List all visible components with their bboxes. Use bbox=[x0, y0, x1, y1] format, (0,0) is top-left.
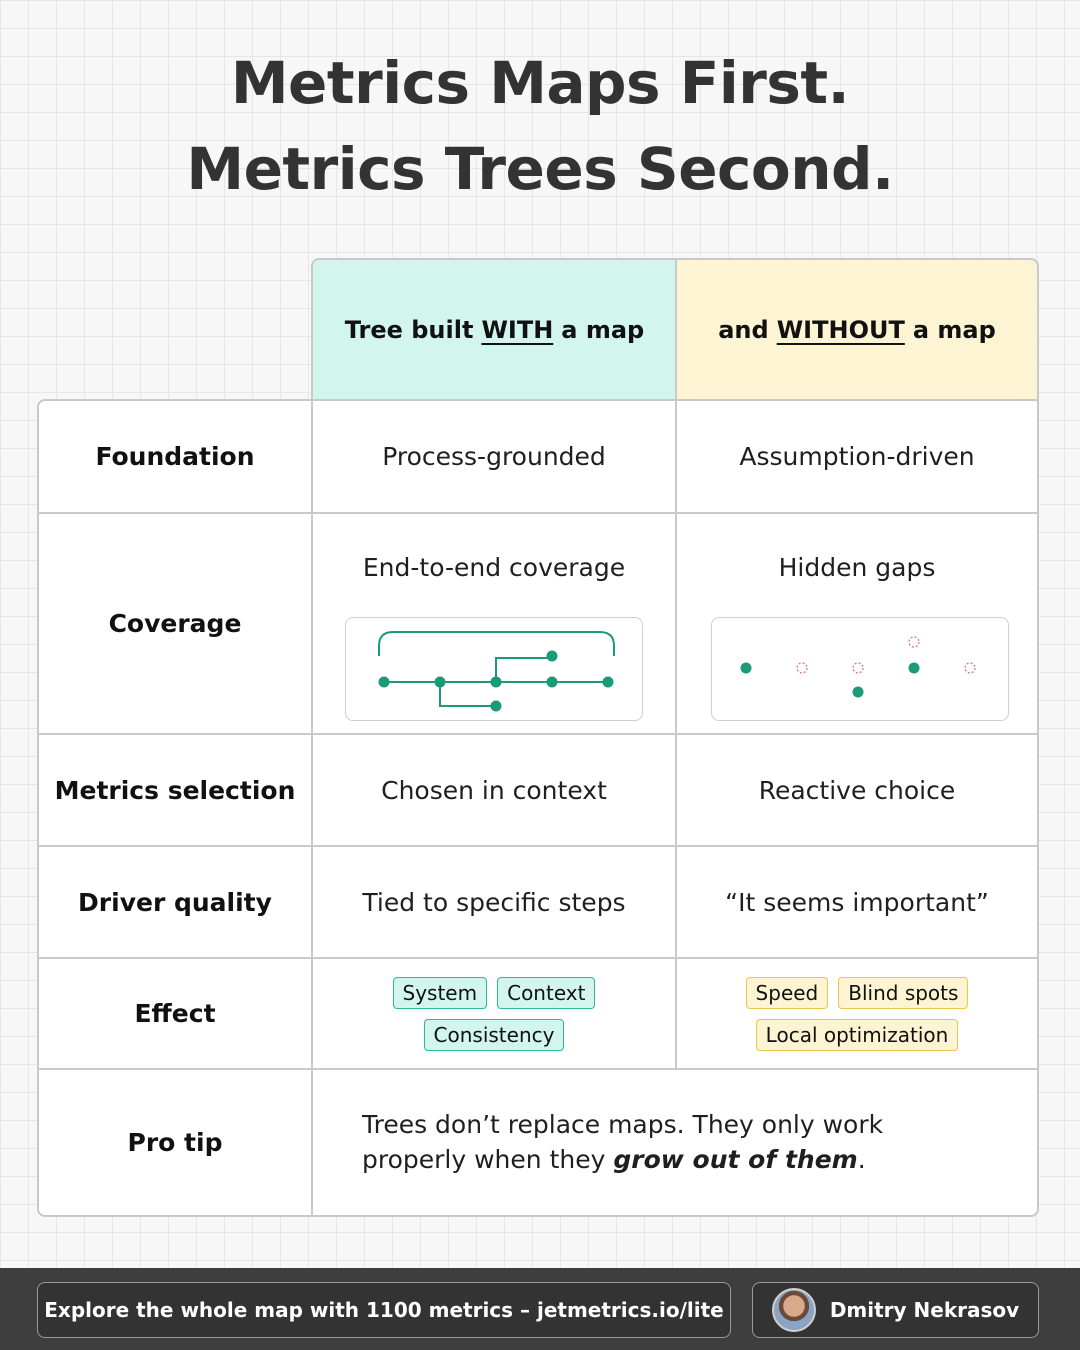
author-badge[interactable] bbox=[752, 1282, 1039, 1338]
coverage-without: Hidden gaps bbox=[778, 552, 936, 582]
column-header-with-map bbox=[311, 258, 676, 400]
footer-bar bbox=[0, 1268, 1080, 1350]
coverage-with: End-to-end coverage bbox=[362, 552, 626, 582]
pro-tip-line-2 bbox=[362, 1142, 962, 1177]
row-label-effect: Effect bbox=[134, 999, 216, 1028]
column-header-with-pre: Tree built bbox=[344, 316, 474, 344]
foundation-without: Assumption-driven bbox=[739, 442, 975, 471]
cta-text: Explore the whole map with 1100 metrics – jetmetrics.io/lite bbox=[44, 1298, 724, 1322]
column-header-without-pre: and bbox=[718, 316, 769, 344]
cta-link[interactable] bbox=[37, 1282, 731, 1338]
column-header-without-post: a map bbox=[912, 316, 996, 344]
pro-tip-line-2-pre: properly when they bbox=[362, 1145, 606, 1174]
pro-tip-line-2-post: . bbox=[857, 1145, 866, 1174]
foundation-with: Process-grounded bbox=[382, 442, 606, 471]
column-header-without-map bbox=[675, 258, 1039, 400]
effect-tag: System bbox=[393, 977, 488, 1009]
effect-without-tags bbox=[677, 977, 1037, 1051]
gaps-diagram bbox=[711, 617, 1009, 721]
row-label-metrics-selection: Metrics selection bbox=[54, 775, 296, 805]
page-title bbox=[0, 40, 1080, 212]
author-name: Dmitry Nekrasov bbox=[829, 1298, 1020, 1322]
row-label-driver-quality: Driver quality bbox=[78, 887, 272, 917]
connected-tree-diagram bbox=[345, 617, 643, 721]
column-header-with-post: a map bbox=[561, 316, 645, 344]
pro-tip-line-1: Trees don’t replace maps. They only work bbox=[362, 1110, 884, 1139]
effect-with-tags bbox=[313, 977, 675, 1051]
driver-quality-without: “It seems important” bbox=[725, 887, 989, 917]
column-header-with-emph: WITH bbox=[481, 316, 554, 344]
metrics-selection-with: Chosen in context bbox=[381, 775, 607, 805]
metrics-selection-without: Reactive choice bbox=[758, 775, 956, 805]
connected-tree-svg bbox=[346, 618, 644, 722]
effect-tag: Speed bbox=[746, 977, 829, 1009]
column-header-without-emph: WITHOUT bbox=[776, 316, 905, 344]
row-label-foundation: Foundation bbox=[95, 442, 255, 471]
effect-tag: Blind spots bbox=[838, 977, 968, 1009]
driver-quality-with: Tied to specific steps bbox=[362, 887, 626, 917]
row-label-pro-tip: Pro tip bbox=[127, 1128, 223, 1157]
pro-tip-emphasis: grow out of them bbox=[613, 1145, 858, 1174]
title-line-2: Metrics Trees Second. bbox=[186, 135, 894, 203]
comparison-table bbox=[37, 399, 1039, 1217]
effect-tag: Consistency bbox=[424, 1019, 565, 1051]
row-label-coverage: Coverage bbox=[108, 609, 242, 638]
title-line-1: Metrics Maps First. bbox=[230, 49, 850, 117]
pro-tip-text bbox=[362, 1107, 962, 1177]
effect-tag: Local optimization bbox=[756, 1019, 959, 1051]
effect-tag: Context bbox=[497, 977, 595, 1009]
gaps-svg bbox=[712, 618, 1010, 722]
avatar bbox=[772, 1288, 816, 1332]
